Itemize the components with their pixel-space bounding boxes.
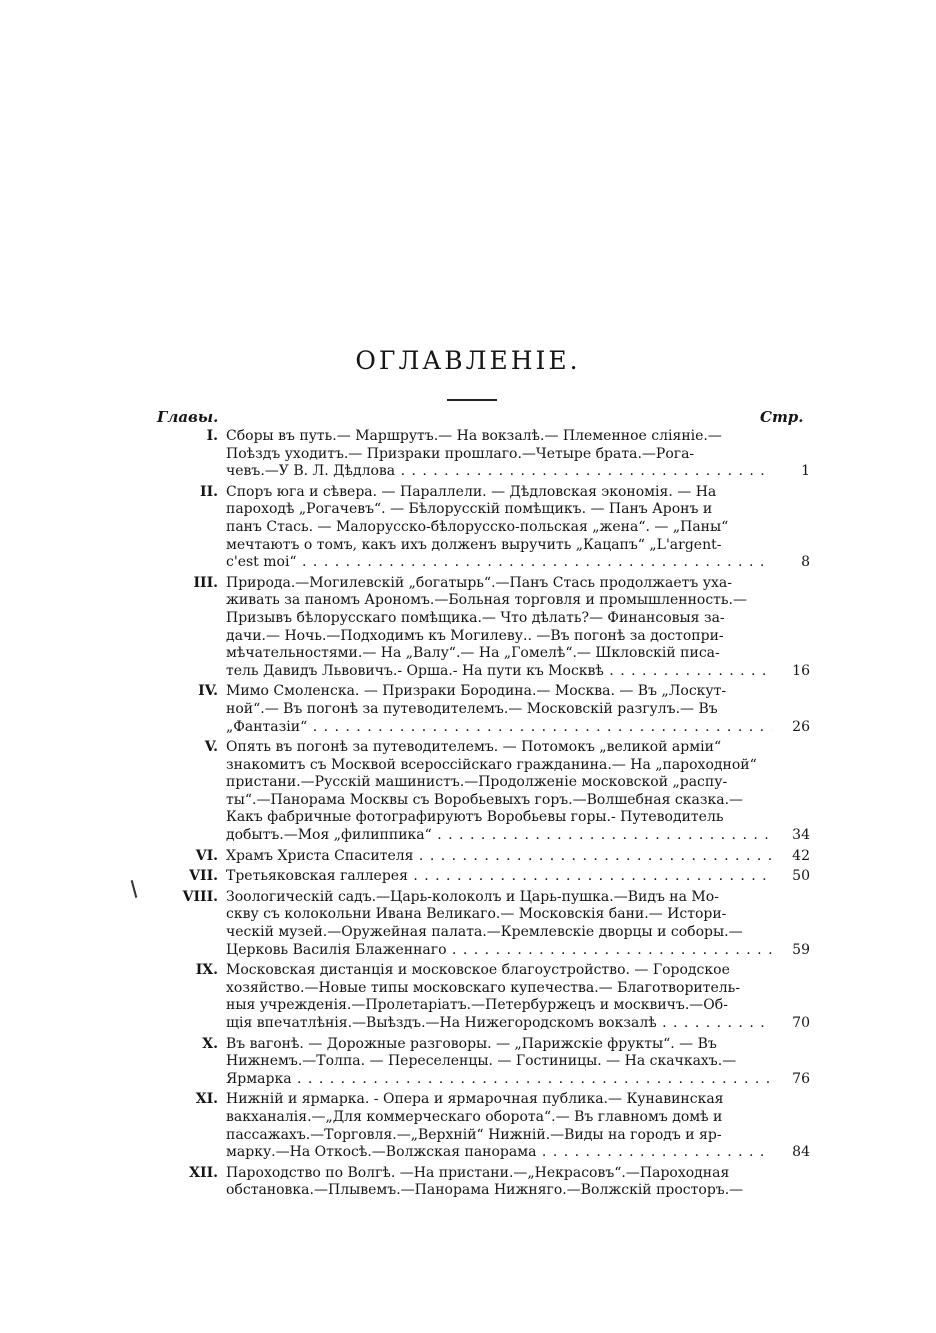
chapter-summary bbox=[226, 889, 772, 959]
page-number: 42 bbox=[792, 847, 810, 864]
summary-line: марку.—На Откосѣ.—Волжская панорама . . . bbox=[226, 1144, 772, 1162]
chapter-summary bbox=[226, 575, 772, 681]
chapter-number: XI. bbox=[195, 1091, 218, 1108]
summary-line: Призывъ бѣлорусскаго помѣщика.— Что дѣлать?— Финансовыя за- bbox=[226, 609, 725, 626]
summary-line: Нижнемъ.—Толпа. — Переселенцы. — Гостиницы. — На скачкахъ.— bbox=[226, 1053, 737, 1070]
chapter-number: VI. bbox=[195, 847, 218, 864]
summary-line: скву съ колокольни Ивана Великаго.— Московскія бани.— Истори- bbox=[226, 906, 727, 923]
chapter-summary bbox=[226, 683, 772, 736]
toc-entry bbox=[150, 868, 810, 886]
page-number: 76 bbox=[792, 1070, 810, 1087]
summary-line: щія впечатлѣнія.—Выѣздъ.—На Нижегородскомъ вокзалѣ . . . bbox=[226, 1015, 772, 1033]
summary-line: пассажахъ.—Торговля.—„Верхній“ Нижній.—Виды на городъ и яр- bbox=[226, 1126, 722, 1143]
summary-line: живать за паномъ Арономъ.—Больная торговля и промышленность.— bbox=[226, 592, 748, 609]
page-number: 50 bbox=[792, 868, 810, 885]
summary-line: Храмъ Христа Спасителя . . . bbox=[226, 848, 772, 866]
chapters-column-label: Главы. bbox=[157, 408, 219, 426]
summary-line: вакханалія.—„Для коммерческаго оборота“.— Въ главномъ домѣ и bbox=[226, 1108, 723, 1125]
chapter-summary bbox=[226, 962, 772, 1032]
chapter-number: XII. bbox=[189, 1164, 218, 1181]
summary-line: ныя учрежденія.—Пролетаріатъ.—Петербуржецъ и москвичъ.—Об- bbox=[226, 997, 728, 1014]
summary-line: ной“.— Въ погонѣ за путеводителемъ.— Московскій разгулъ.— Въ bbox=[226, 700, 718, 717]
summary-line: тель Давидъ Львовичъ.- Орша.- На пути къ Москвѣ . . . bbox=[226, 663, 772, 681]
summary-line: хозяйство.—Новые типы московскаго купечества.— Благотворитель- bbox=[226, 979, 741, 996]
summary-line: Мимо Смоленска. — Призраки Бородина.— Москва. — Въ „Лоскут- bbox=[226, 683, 727, 700]
toc-entry bbox=[150, 889, 810, 959]
summary-line: обстановка.—Плывемъ.—Панорама Нижняго.—Волжскій просторъ.— bbox=[226, 1182, 744, 1199]
chapter-number: X. bbox=[202, 1035, 218, 1052]
chapter-summary bbox=[226, 1165, 772, 1200]
summary-line: Нижній и ярмарка. - Опера и ярмарочная публика.— Кунавинская bbox=[226, 1091, 724, 1108]
page-number: 16 bbox=[792, 662, 810, 679]
chapter-number: IX. bbox=[195, 962, 218, 979]
summary-line: Сборы въ путь.— Маршрутъ.— На вокзалѣ.— Племенное сліяніе.— bbox=[226, 428, 722, 444]
chapter-number: III. bbox=[193, 574, 218, 591]
summary-line: панъ Стась. — Малорусско-бѣлорусско-польская „жена“. — „Паны“ bbox=[226, 518, 729, 535]
chapter-summary bbox=[226, 1091, 772, 1161]
page-number: 59 bbox=[792, 941, 810, 958]
summary-line: Опять въ погонѣ за путеводителемъ. — Потомокъ „великой арміи“ bbox=[226, 739, 722, 756]
page-title: ОГЛАВЛЕНІЕ. bbox=[355, 346, 581, 375]
chapter-number: II. bbox=[200, 483, 218, 500]
summary-line: мѣчательностями.— На „Валу“.— На „Гомелѣ“.— Шкловскій писа- bbox=[226, 645, 720, 662]
chapter-number: I. bbox=[206, 428, 218, 444]
page-number: 1 bbox=[801, 463, 810, 480]
summary-line: Ярмарка . . . bbox=[226, 1071, 772, 1089]
summary-line: ческій музей.—Оружейная палата.—Кремлевскіе дворцы и соборы.— bbox=[226, 924, 743, 941]
chapter-summary bbox=[226, 868, 772, 886]
summary-line: знакомитъ съ Москвой всероссійскаго гражданина.— На „пароходной“ bbox=[226, 756, 757, 773]
summary-line: добытъ.—Моя „филиппика“ . . . bbox=[226, 827, 772, 845]
summary-line: Природа.—Могилевскій „богатырь“.—Панъ Стась продолжаетъ уха- bbox=[226, 574, 732, 591]
page-number: 26 bbox=[792, 718, 810, 735]
toc-entry bbox=[150, 575, 810, 681]
toc-entry bbox=[150, 428, 810, 481]
summary-line: пристани.—Русскій машинистъ.—Продолженіе московской „распу- bbox=[226, 774, 728, 791]
summary-line: Споръ юга и сѣвера. — Параллели. — Дѣдловская экономія. — На bbox=[226, 483, 717, 500]
chapter-summary bbox=[226, 848, 772, 866]
chapter-number: VII. bbox=[189, 868, 218, 885]
page-number: 8 bbox=[801, 554, 810, 571]
summary-line: Поѣздъ уходитъ.— Призраки прошлаго.—Четыре брата.—Рога- bbox=[226, 445, 695, 462]
toc-entry bbox=[150, 484, 810, 572]
margin-mark bbox=[131, 880, 138, 898]
summary-line: пароходѣ „Рогачевъ“. — Бѣлорусскій помѣщикъ. — Панъ Аронъ и bbox=[226, 501, 713, 518]
summary-line: Пароходство по Волгѣ. —На пристани.—„Некрасовъ“.—Пароходная bbox=[226, 1164, 730, 1181]
summary-line: Въ вагонѣ. — Дорожные разговоры. — „Парижскіе фрукты“. — Въ bbox=[226, 1035, 717, 1052]
chapter-summary bbox=[226, 739, 772, 845]
chapter-number: V. bbox=[204, 739, 218, 756]
title-divider bbox=[447, 399, 497, 401]
chapter-number: VIII. bbox=[182, 888, 218, 905]
summary-line: Церковь Василія Блаженнаго . . . bbox=[226, 942, 772, 960]
summary-line: чевъ.—У В. Л. Дѣдлова . . . bbox=[226, 463, 772, 481]
chapter-summary bbox=[226, 1036, 772, 1089]
toc-entry bbox=[150, 739, 810, 845]
page-number: 84 bbox=[792, 1144, 810, 1161]
summary-line: дачи.— Ночь.—Подходимъ къ Могилеву.. —Въ погонѣ за достопри- bbox=[226, 627, 724, 644]
page-number: 34 bbox=[792, 827, 810, 844]
summary-line: „Фантазіи“ . . . bbox=[226, 719, 772, 737]
toc-entry bbox=[150, 1165, 810, 1200]
summary-line: Третьяковская галлерея . . . bbox=[226, 868, 772, 886]
chapter-summary bbox=[226, 428, 772, 481]
page-number: 70 bbox=[792, 1015, 810, 1031]
summary-line: ты“.—Панорама Москвы съ Воробьевыхъ горъ.—Волшебная сказка.— bbox=[226, 791, 744, 808]
summary-line: Какъ фабричные фотографируютъ Воробьевы горы.- Путеводитель bbox=[226, 809, 724, 826]
table-of-contents bbox=[150, 428, 810, 1203]
summary-line: c'est moi“ . . . bbox=[226, 554, 772, 572]
toc-entry bbox=[150, 848, 810, 866]
chapter-summary bbox=[226, 484, 772, 572]
toc-entry bbox=[150, 683, 810, 736]
summary-line: Зоологическій садъ.—Царь-колоколъ и Царь-пушка.—Видъ на Мо- bbox=[226, 888, 719, 905]
summary-line: Московская дистанція и московское благоустройство. — Городское bbox=[226, 962, 730, 979]
pages-column-label: Стр. bbox=[760, 408, 804, 426]
toc-entry bbox=[150, 962, 810, 1032]
chapter-number: IV. bbox=[198, 683, 218, 700]
toc-entry bbox=[150, 1091, 810, 1161]
toc-entry bbox=[150, 1036, 810, 1089]
summary-line: мечтаютъ о томъ, какъ ихъ долженъ выручить „Кацапъ“ „L'argent- bbox=[226, 536, 722, 553]
